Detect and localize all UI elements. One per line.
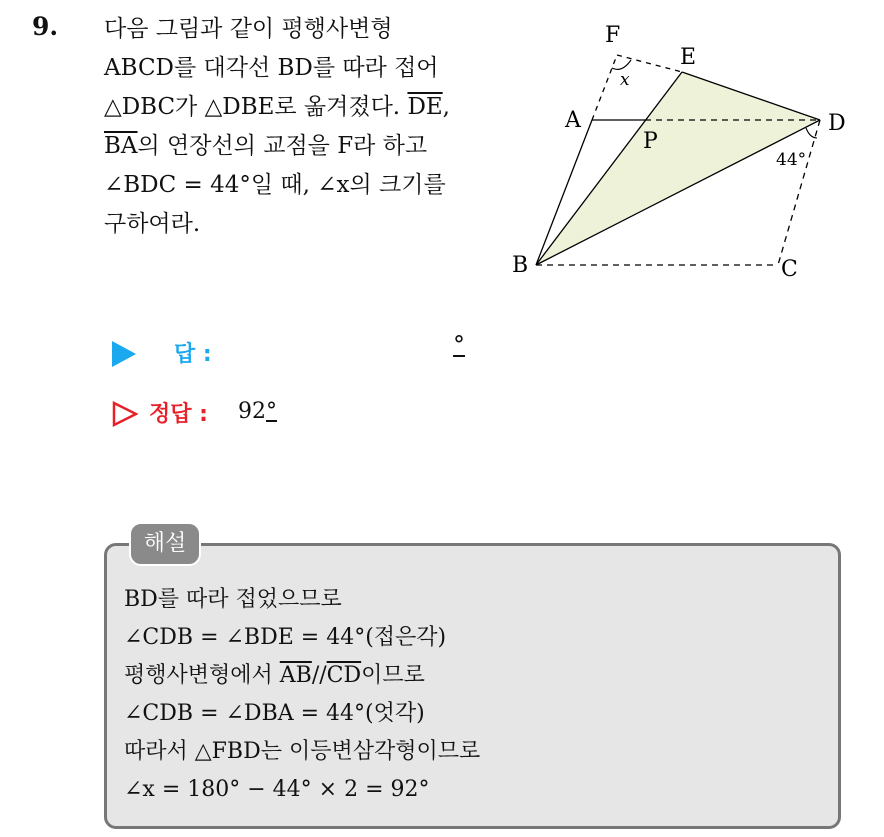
label-p: P <box>643 129 658 154</box>
segment-de: $\overline{DE}$ <box>407 94 443 120</box>
question-line-5: ∠BDC = 44°일 때, ∠x의 크기를 <box>104 172 446 198</box>
explanation-line-3-end: 이므로 <box>361 663 425 688</box>
explanation-tag: 해설 <box>129 522 201 566</box>
angle-44-arc <box>806 128 817 138</box>
correct-answer-unit: ° <box>266 399 277 424</box>
label-44: 44° <box>776 150 807 170</box>
explanation-line-3-text: 평행사변형에서 <box>124 663 280 688</box>
explanation-line-2: ∠CDB = ∠BDE = 44°(접은각) <box>124 625 447 650</box>
answer-unit[interactable]: ° <box>453 331 465 359</box>
answer-label: 답 : <box>174 342 212 367</box>
question-line-1: 다음 그림과 같이 평행사변형 <box>104 16 393 42</box>
correct-answer-value <box>238 399 277 424</box>
question-line-3-text: △DBC가 △DBE로 옮겨졌다. <box>104 94 408 120</box>
play-icon <box>112 341 136 367</box>
segment-ab: $\overline{AB}$ <box>279 663 312 688</box>
parallel-symbol: // <box>311 663 327 688</box>
explanation-line-6: ∠x = 180° − 44° × 2 = 92° <box>124 777 430 802</box>
geometry-diagram <box>505 15 865 290</box>
label-c: C <box>781 257 798 282</box>
question-line-2: ABCD를 대각선 BD를 따라 접어 <box>104 55 439 81</box>
label-b: B <box>512 253 529 278</box>
question-line-6: 구하여라. <box>104 211 201 237</box>
question-line-4-text: 의 연장선의 교점을 F라 하고 <box>137 133 428 159</box>
line-af <box>592 55 617 120</box>
explanation-text <box>124 581 480 809</box>
question-line-3 <box>104 88 489 127</box>
correct-answer-label: 정답 : <box>149 402 208 427</box>
label-d: D <box>828 111 846 136</box>
label-x: x <box>620 70 630 90</box>
label-a: A <box>565 108 581 133</box>
explanation-line-1: BD를 따라 접었으므로 <box>124 587 342 612</box>
correct-answer-number: 92 <box>238 399 266 424</box>
answer-row <box>112 331 492 371</box>
outline-triangle-icon <box>112 401 138 427</box>
comma: , <box>442 94 450 120</box>
question-number: 9. <box>32 12 59 41</box>
explanation-line-5: 따라서 △FBD는 이등변삼각형이므로 <box>124 739 481 764</box>
segment-ba: $\overline{BA}$ <box>104 133 138 159</box>
line-dc <box>778 120 820 265</box>
question-text <box>104 10 489 244</box>
segment-cd: $\overline{CD}$ <box>326 663 362 688</box>
explanation-line-3 <box>124 657 480 695</box>
label-e: E <box>680 45 697 70</box>
question-line-4 <box>104 127 489 166</box>
explanation-line-4: ∠CDB = ∠DBA = 44°(엇각) <box>124 701 425 726</box>
label-f: F <box>605 23 621 48</box>
